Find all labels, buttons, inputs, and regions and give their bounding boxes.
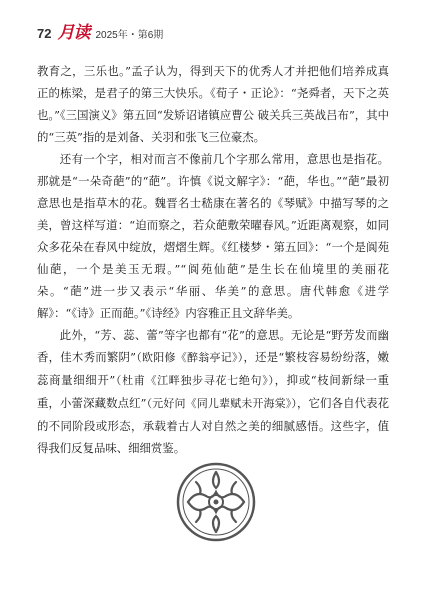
issue-label: 2025年・第6期 — [95, 30, 164, 41]
paragraph-2: 还有一个字，相对而言不像前几个字那么常用，意思也是指花。那就是“一朵奇葩”的“葩”。许慎《说文解字》：“葩，华也。”“葩”最初意思也是指草木的花。魏晋名士嵇康在著名的《琴赋》中描写琴的之美，曾这样写道：“迫而察之，若众葩敷荣曜春风。”近距离观察，如同众多花朵在春风中绽放，熠熠生辉。《红楼梦・第五回》：“一个是阆苑仙葩，一个是美玉无瑕。”“阆苑仙葩”是生长在仙境里的美丽花朵。“葩”进一步又表示“华丽、华美”的意思。唐代韩愈《进学解》：“《诗》正而葩。”《诗经》内容雅正且文辞华美。 — [37, 152, 389, 320]
citation: （元好问《同儿辈赋未开海棠》） — [146, 397, 297, 410]
citation: （欧阳修《醉翁亭记》） — [135, 351, 244, 364]
citation: （杜甫《江畔独步寻花七绝句》） — [115, 374, 275, 387]
paragraph-1: 教育之，三乐也。”孟子认为，得到天下的优秀人才并把他们培养成真正的栋梁，是君子的第三大快乐。《荀子・正论》：“尧舜者，天下之英也。”《三国演义》第五回“发矫诏诸镇应曹公 破关兵三英战吕布”，其中的“三英”指的是刘备、关羽和张飞三位豪杰。 — [37, 64, 389, 144]
magazine-title: 月读 — [57, 23, 90, 42]
article-body — [37, 60, 389, 459]
paragraph-3-text: ，还是“繁枝容易纷纷落，嫩蕊商量细细开” — [37, 350, 390, 387]
circular-ornament-icon — [176, 462, 256, 542]
paragraph-3-text: ，抑或“枝间新绿一重重，小蕾深藏数点红” — [37, 373, 390, 410]
paragraph-3-text: ，它们各自代表花的不同阶段或形态，承载着古人对自然之美的细腻感悟。这些字，值得我们反复品味、细细赏鉴。 — [37, 396, 390, 455]
page-header — [37, 18, 163, 44]
page-number: 72 — [37, 26, 52, 41]
paragraph-3-text: 此外，“芳、蕊、蕾”等字也都有“花”的意思。无论是“野芳发而幽香，佳木秀而繁阴” — [37, 328, 389, 364]
paragraph-3 — [37, 324, 389, 459]
